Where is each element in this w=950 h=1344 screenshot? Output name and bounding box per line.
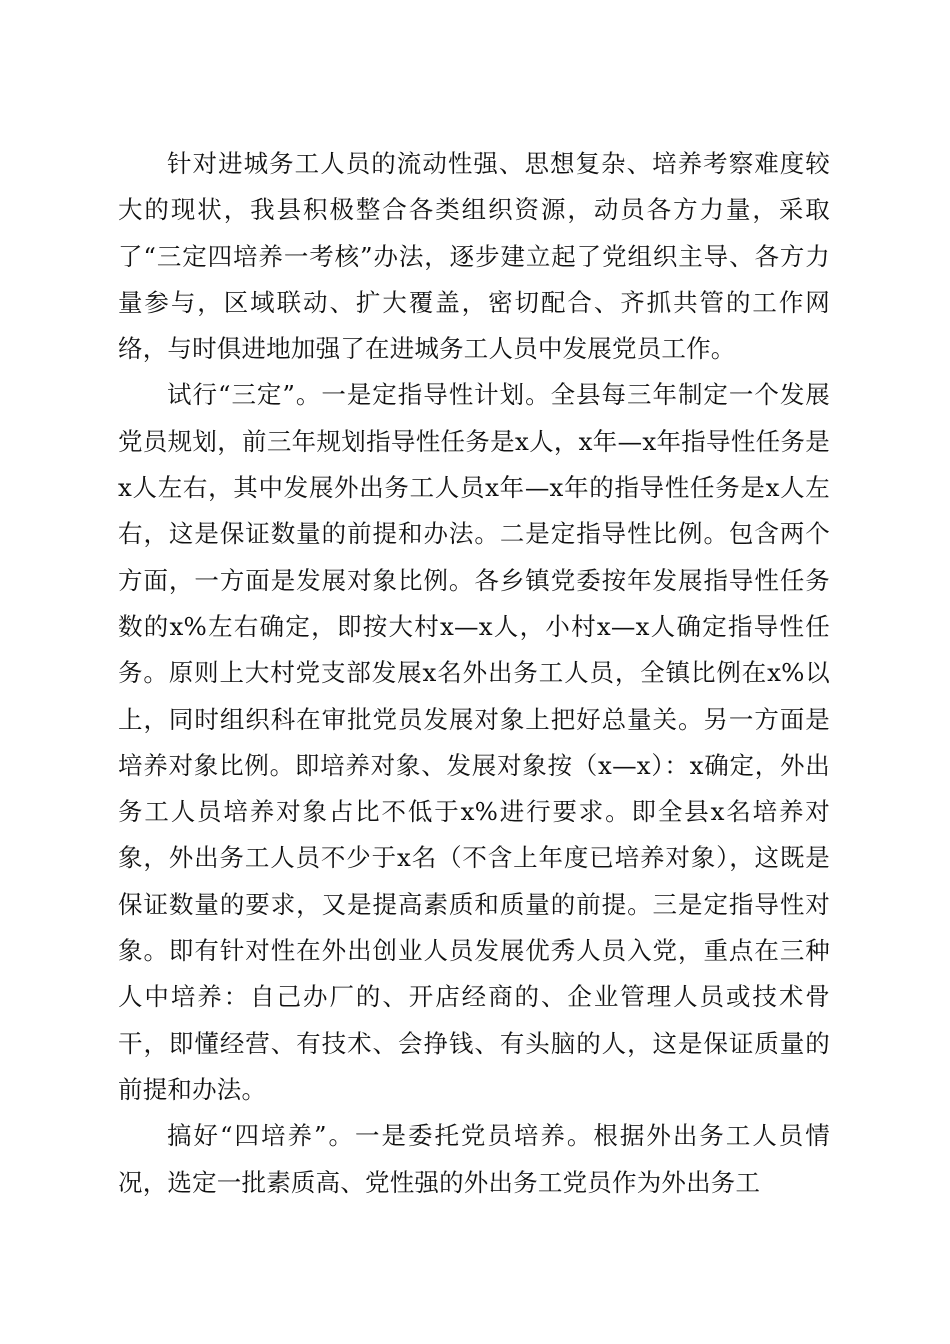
- document-body: [118, 141, 830, 1206]
- paragraph-intro: 针对进城务工人员的流动性强、思想复杂、培养考察难度较大的现状，我县积极整合各类组织资源，动员各方力量，采取了“三定四培养一考核”办法，逐步建立起了党组织主导、各方力量参与，区域联动、扩大覆盖，密切配合、齐抓共管的工作网络，与时俱进地加强了在进城务工人员中发展党员工作。: [118, 149, 830, 364]
- paragraph-three-fixes: 试行“三定”。一是定指导性计划。全县每三年制定一个发展党员规划，前三年规划指导性任务是x人，x年—x年指导性任务是x人左右，其中发展外出务工人员x年—x年的指导性任务是x人左右，这是保证数量的前提和办法。二是定指导性比例。包含两个方面，一方面是发展对象比例。各乡镇党委按年发展指导性任务数的x%左右确定，即按大村x—x人，小村x—x人确定指导性任务。原则上大村党支部发展x名外出务工人员，全镇比例在x%以上，同时组织科在审批党员发展对象上把好总量关。另一方面是培养对象比例。即培养对象、发展对象按（x—x）：x确定，外出务工人员培养对象占比不低于x%进行要求。即全县x名培养对象，外出务工人员不少于x名（不含上年度已培养对象），这既是保证数量的要求，又是提高素质和质量的前提。三是定指导性对象。即有针对性在外出创业人员发展优秀人员入党，重点在三种人中培养：自己办厂的、开店经商的、企业管理人员或技术骨干，即懂经营、有技术、会挣钱、有头脑的人，这是保证质量的前提和办法。: [118, 380, 830, 1104]
- paragraph-four-trainings: 搞好“四培养”。一是委托党员培养。根据外出务工人员情况，选定一批素质高、党性强的外出务工党员作为外出务工: [118, 1121, 830, 1197]
